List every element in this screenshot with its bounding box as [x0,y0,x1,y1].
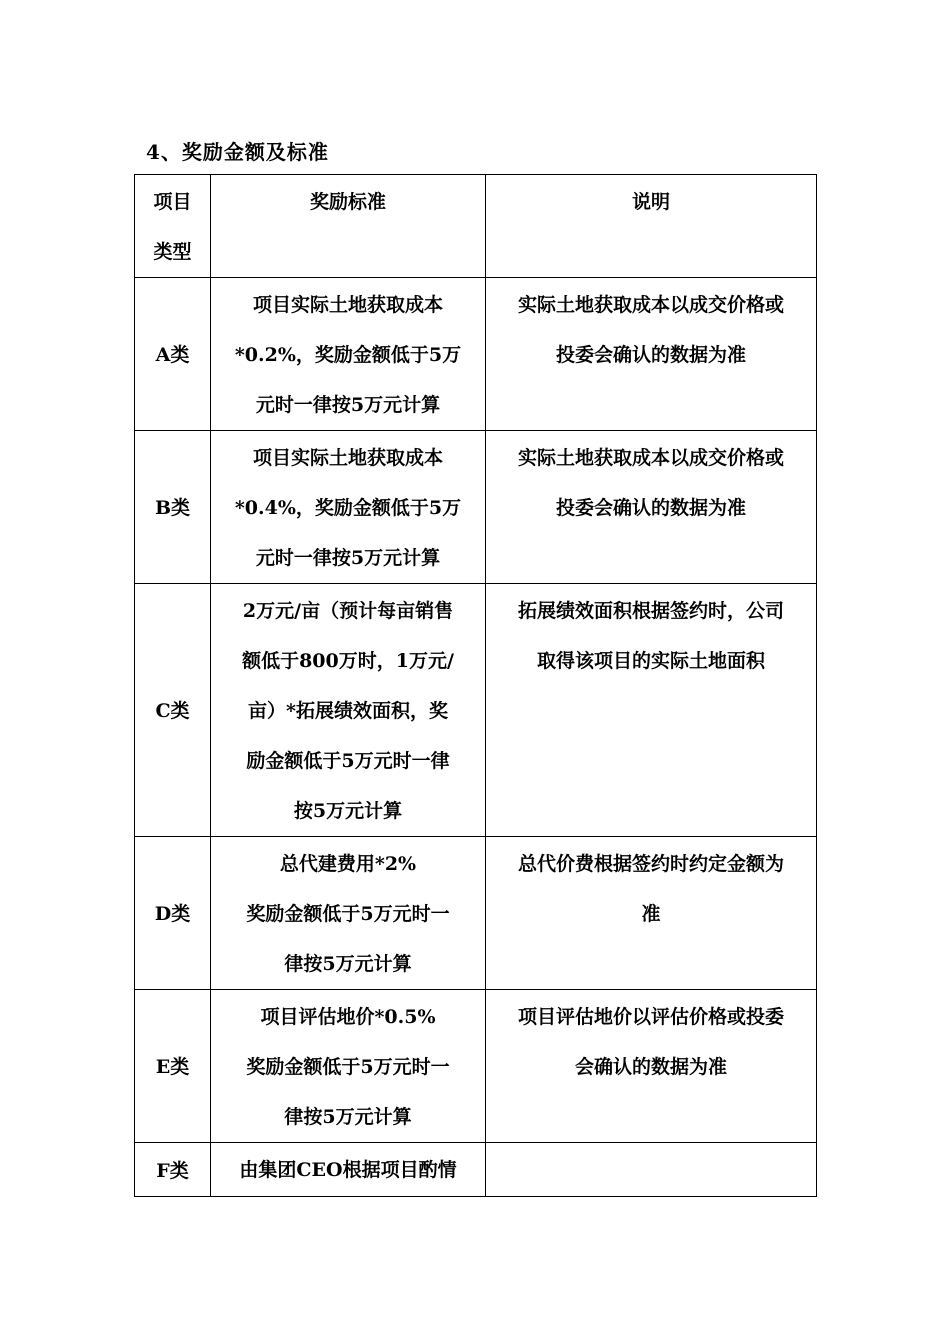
table-row [135,278,817,431]
section-heading: 4、奖励金额及标准 [146,140,329,164]
table-row [135,990,817,1143]
table-row [135,584,817,837]
table-header-row [135,175,817,278]
header-project-type: 项目 类型 [135,175,211,278]
row-standard-cell: 2万元/亩（预计每亩销售 额低于800万时，1万元/ 亩）*拓展绩效面积，奖 励金额低于5万元时一律 按5万元计算 [211,584,486,837]
row-note-cell: 拓展绩效面积根据签约时，公司 取得该项目的实际土地面积 [486,584,817,837]
table-row [135,1143,817,1197]
table-row [135,431,817,584]
row-note-cell: 实际土地获取成本以成交价格或 投委会确认的数据为准 [486,431,817,584]
header-description: 说明 [486,175,817,278]
header-reward-standard: 奖励标准 [211,175,486,278]
row-note-cell: 项目评估地价以评估价格或投委 会确认的数据为准 [486,990,817,1143]
row-type-cell: C类 [135,584,211,837]
row-type-cell: B类 [135,431,211,584]
row-note-cell: 实际土地获取成本以成交价格或 投委会确认的数据为准 [486,278,817,431]
row-standard-cell: 由集团CEO根据项目酌情 [211,1143,486,1197]
row-note-cell: 总代价费根据签约时约定金额为 准 [486,837,817,990]
reward-standards-table [134,174,817,1197]
table-row [135,837,817,990]
row-standard-cell: 项目评估地价*0.5% 奖励金额低于5万元时一 律按5万元计算 [211,990,486,1143]
row-type-cell: A类 [135,278,211,431]
row-type-cell: F类 [135,1143,211,1197]
row-note-cell [486,1143,817,1197]
row-standard-cell: 项目实际土地获取成本 *0.4%，奖励金额低于5万 元时一律按5万元计算 [211,431,486,584]
row-type-cell: D类 [135,837,211,990]
row-type-cell: E类 [135,990,211,1143]
row-standard-cell: 总代建费用*2% 奖励金额低于5万元时一 律按5万元计算 [211,837,486,990]
row-standard-cell: 项目实际土地获取成本 *0.2%，奖励金额低于5万 元时一律按5万元计算 [211,278,486,431]
